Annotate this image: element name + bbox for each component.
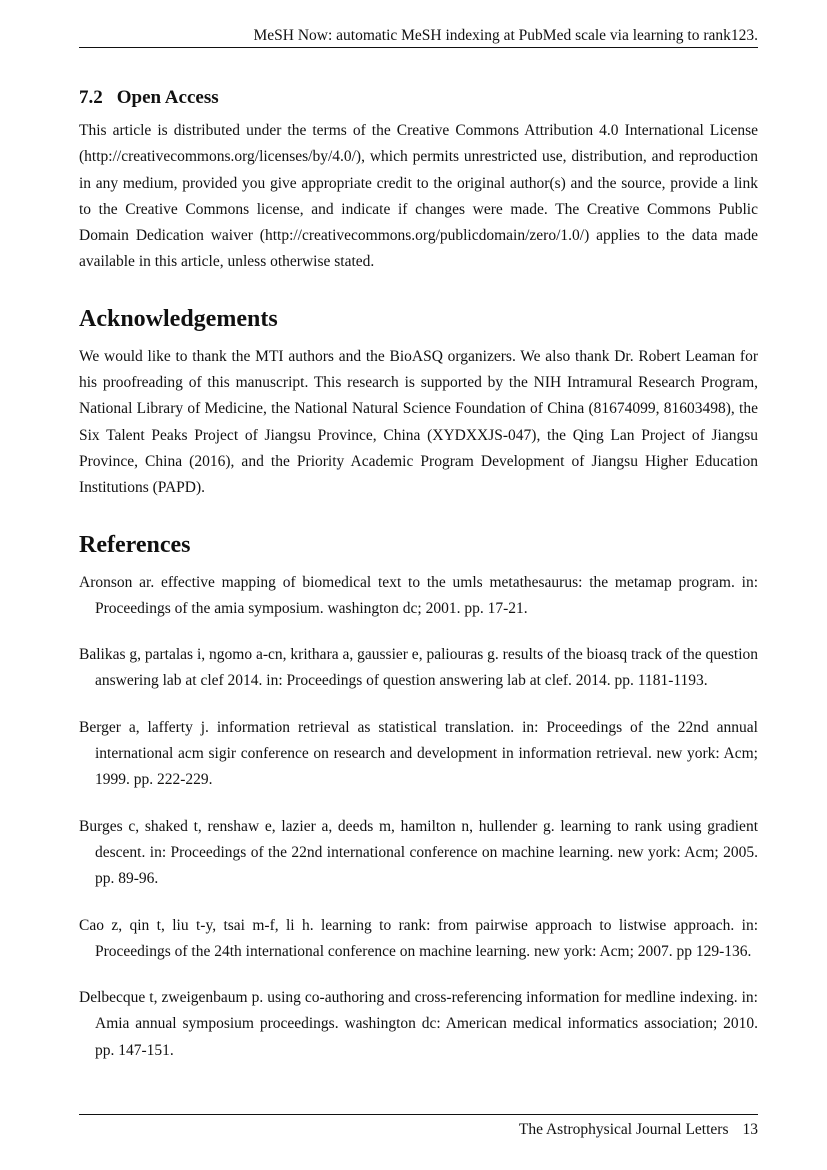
reference-item: Delbecque t, zweigenbaum p. using co-authoring and cross-referencing information for medline indexing. in: Amia annual symposium proceedings. washington dc: American medical informatics association; 2010. pp. 147-151. (79, 989, 758, 1059)
acknowledgements-paragraph: We would like to thank the MTI authors and the BioASQ organizers. We also thank Dr. Robert Leaman for his proofreading of this manuscript. This research is supported by the NIH Intramural Research Program, National Library of Medicine, the National Natural Science Foundation of China (81674099, 81603498), the Six Talent Peaks Project of Jiangsu Province, China (XYDXXJS-047), the Qing Lan Project of Jiangsu Province, China (2016), and the Priority Academic Program Development of Jiangsu Higher Education Institutions (PAPD). (79, 347, 758, 497)
references-heading: References (79, 531, 191, 558)
spacer (79, 502, 758, 530)
journal-name: The Astrophysical Journal Letters (518, 1121, 729, 1138)
reference-list (79, 570, 758, 1064)
open-access-heading (79, 86, 758, 110)
reference-item: Cao z, qin t, liu t-y, tsai m-f, li h. learning to rank: from pairwise approach to listwise approach. in: Proceedings of the 24th international conference on machine learning. new york: Acm; 2007. pp 129-136. (79, 916, 758, 960)
reference-item: Burges c, shaked t, renshaw e, lazier a, deeds m, hamilton n, hullender g. learning to rank using gradient descent. in: Proceedings of the 22nd international conference on machine learning. new york: Acm; 2005. pp. 89-96. (79, 817, 758, 888)
page-content (79, 86, 758, 1084)
reference-item: Aronson ar. effective mapping of biomedical text to the umls metathesaurus: the metamap program. in: Proceedings of the amia symposium. washington dc; 2001. pp. 17-21. (79, 573, 758, 617)
open-access-section-number: 7.2 (79, 87, 103, 108)
reference-item: Berger a, lafferty j. information retrieval as statistical translation. in: Proceedings of the 22nd annual international acm sigir conference on research and development in information retrieval. new york: Acm; 1999. pp. 222-229. (79, 718, 758, 789)
reference-item: Balikas g, partalas i, ngomo a-cn, krithara a, gaussier e, paliouras g. results of the bioasq track of the question answering lab at clef 2014. in: Proceedings of question answering lab at clef. 2014. pp. 1181-1193. (79, 646, 758, 690)
header-rule (79, 47, 758, 48)
open-access-title: Open Access (116, 87, 219, 108)
spacer (79, 276, 758, 304)
running-header: MeSH Now: automatic MeSH indexing at PubMed scale via learning to rank123. (253, 27, 758, 44)
footer-rule (79, 1114, 758, 1115)
page-footer (79, 1120, 758, 1140)
open-access-paragraph: This article is distributed under the terms of the Creative Commons Attribution 4.0 International License (http://creativecommons.org/licenses/by/4.0/), which permits unrestricted use, distribution, and reproduction in any medium, provided you give appropriate credit to the original author(s) and the source, provide a link to the Creative Commons license, and indicate if changes were made. The Creative Commons Public Domain Dedication waiver (http://creativecommons.org/publicdomain/zero/1.0/) applies to the data made available in this article, unless otherwise stated. (79, 122, 758, 271)
page-number: 13 (742, 1121, 758, 1138)
acknowledgements-heading: Acknowledgements (79, 305, 278, 332)
